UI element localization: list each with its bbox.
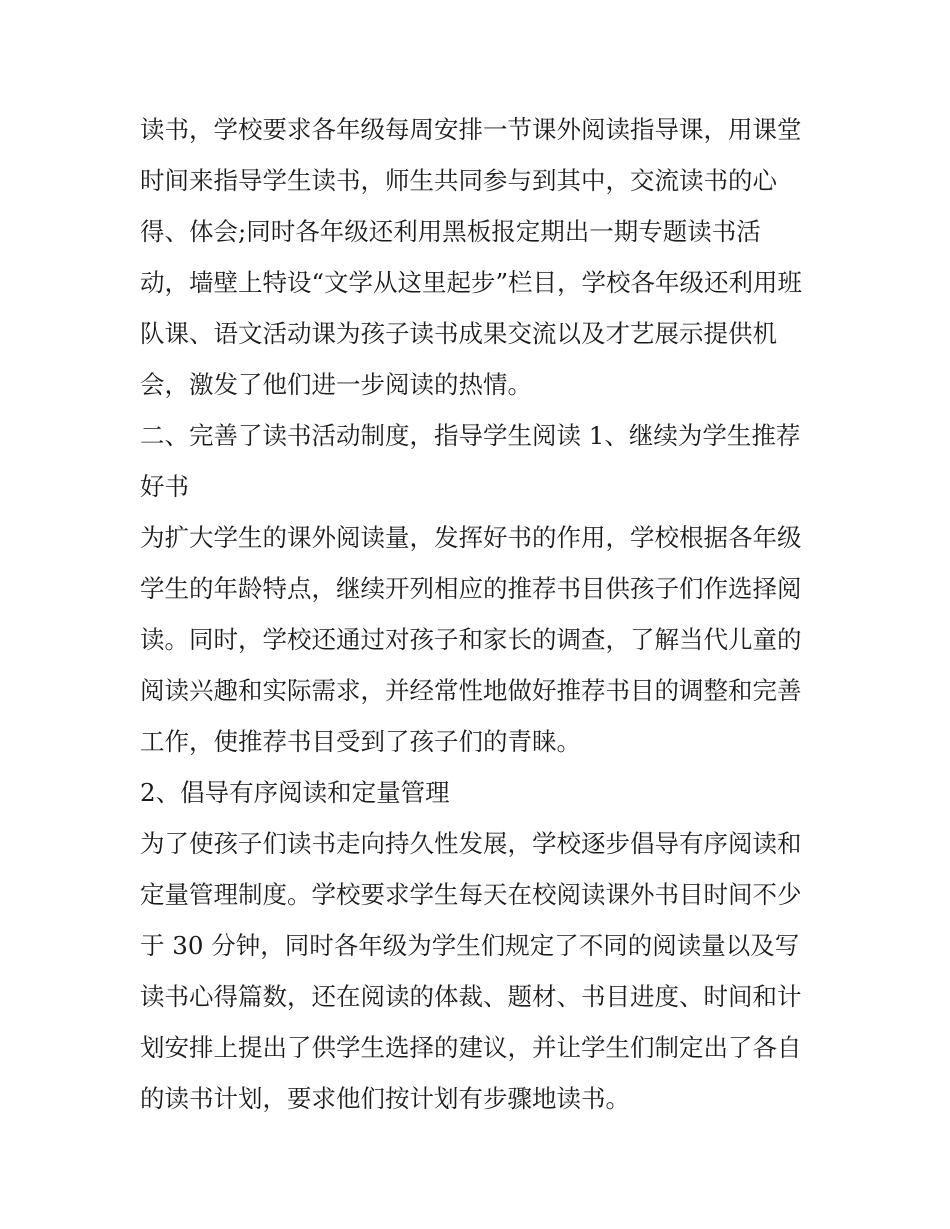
text-line: 为扩大学生的课外阅读量，发挥好书的作用，学校根据各年级 xyxy=(140,523,802,552)
text-line: 时间来指导学生读书，师生共同参与到其中，交流读书的心 xyxy=(140,166,777,195)
subheading-line: 2、倡导有序阅读和定量管理 xyxy=(140,778,450,807)
text-line: 会，激发了他们进一步阅读的热情。 xyxy=(140,370,532,399)
text-line: 得、体会;同时各年级还利用黑板报定期出一期专题读书活 xyxy=(140,217,761,246)
text-line: 学生的年龄特点，继续开列相应的推荐书目供孩子们作选择阅 xyxy=(140,574,802,603)
text-line: 为了使孩子们读书走向持久性发展，学校逐步倡导有序阅读和 xyxy=(140,829,802,858)
text-line: 动，墙壁上特设“文学从这里起步”栏目，学校各年级还利用班 xyxy=(140,268,803,297)
text-line: 读书心得篇数，还在阅读的体裁、题材、书目进度、时间和计 xyxy=(140,982,802,1011)
text-line: 划安排上提出了供学生选择的建议，并让学生们制定出了各自 xyxy=(140,1033,802,1062)
text-line: 工作，使推荐书目受到了孩子们的青睐。 xyxy=(140,727,581,756)
text-line: 的读书计划，要求他们按计划有步骤地读书。 xyxy=(140,1084,630,1113)
text-line: 阅读兴趣和实际需求，并经常性地做好推荐书目的调整和完善 xyxy=(140,676,802,705)
text-line: 定量管理制度。学校要求学生每天在校阅读课外书目时间不少 xyxy=(140,880,802,909)
text-line: 读书，学校要求各年级每周安排一节课外阅读指导课，用课堂 xyxy=(140,115,802,144)
section-heading-line: 好书 xyxy=(140,472,189,501)
text-line: 队课、语文活动课为孩子读书成果交流以及才艺展示提供机 xyxy=(140,319,777,348)
document-body xyxy=(140,104,812,1124)
text-line: 读。同时，学校还通过对孩子和家长的调查，了解当代儿童的 xyxy=(140,625,802,654)
text-line: 于 30 分钟，同时各年级为学生们规定了不同的阅读量以及写 xyxy=(140,931,800,960)
section-heading-line: 二、完善了读书活动制度，指导学生阅读 1、继续为学生推荐 xyxy=(140,421,801,450)
